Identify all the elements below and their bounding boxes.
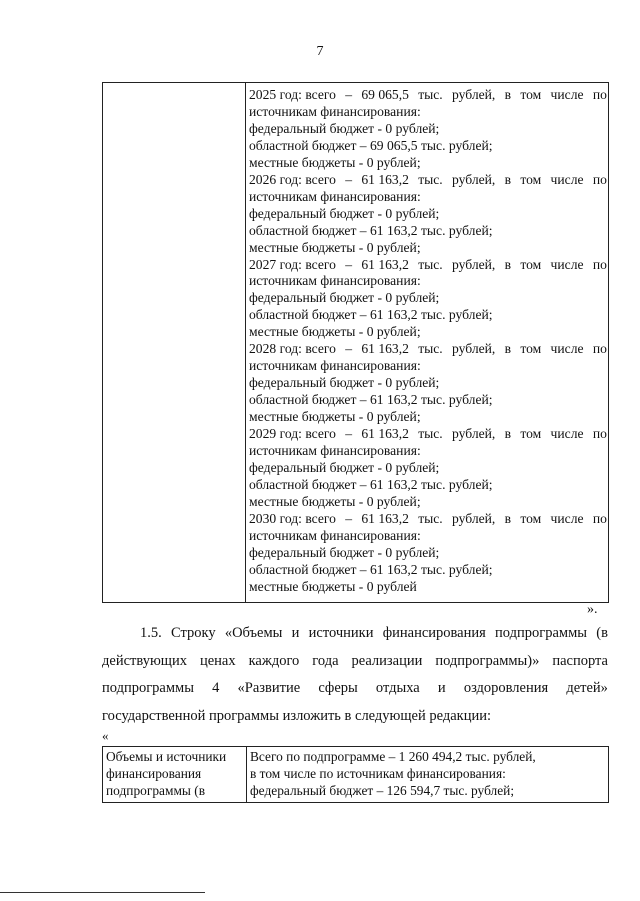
word: подпрограммы [495,625,588,641]
label-line: подпрограммы (в [106,782,206,798]
paragraph-line-4: государственной программы изложить в следующей редакции: [102,707,492,724]
local-budget-line: местные бюджеты - 0 рублей; [249,239,421,255]
funding-table-continued [102,82,609,603]
word: каждого [248,652,300,669]
word: числе [550,510,584,526]
word: по [592,171,607,187]
word: тыс. [418,426,443,442]
word: числе [550,426,584,442]
federal-budget-line: федеральный бюджет - 0 рублей; [249,459,440,475]
local-budget-line: местные бюджеты - 0 рублей [249,578,417,594]
word: рублей, [452,426,496,442]
word: тыс. [418,510,443,526]
word: «Развитие [237,680,301,697]
funding-by-year-cell [246,83,609,603]
opening-quote: « [102,728,109,743]
word: – [345,341,353,357]
word: 2025 год: всего [249,87,336,102]
word: 2027 год: всего [249,256,336,272]
year-total-line [249,511,608,528]
local-budget-line: местные бюджеты - 0 рублей; [249,154,421,170]
word: 69 065,5 [361,87,409,102]
federal-budget-line: федеральный бюджет - 0 рублей; [249,290,440,306]
word: тыс. [418,256,443,272]
word: по [592,87,607,102]
word: рублей, [452,341,496,357]
word: и [291,625,300,641]
word: подпрограммы [102,680,194,697]
word: по [592,426,607,442]
word: источники [308,625,374,641]
word: действующих [102,652,187,669]
year-total-line [249,257,608,274]
word: 4 [212,680,220,697]
word: числе [550,87,584,102]
word: том [520,510,542,526]
word: – [345,510,353,526]
word: 61 163,2 [361,171,409,187]
federal-budget-line: федеральный бюджет - 0 рублей; [249,375,440,391]
word: – [345,171,353,187]
word: 61 163,2 [361,256,409,272]
word: оздоровления [463,680,549,697]
empty-label-cell [103,83,246,603]
year-total-line [249,172,608,189]
word: 61 163,2 [361,510,409,526]
word: в [504,87,512,102]
word: финансирования [382,625,486,641]
paragraph-line-2 [102,648,609,676]
word: рублей, [452,87,496,102]
word: в [504,171,512,187]
word: в [504,256,512,272]
word: 61 163,2 [361,341,409,357]
label-line: финансирования [106,765,202,781]
word: – [345,87,353,102]
value-line: Всего по подпрограмме – 1 260 494,2 тыс. рублей, [250,749,536,764]
regional-budget-line: областной бюджет – 61 163,2 тыс. рублей; [249,222,493,238]
word: реализации [351,652,423,669]
sources-label-line: источникам финансирования: [249,443,421,459]
word: по [592,256,607,272]
regional-budget-line: областной бюджет – 61 163,2 тыс. рублей; [249,561,493,577]
local-budget-line: местные бюджеты - 0 рублей; [249,409,421,425]
word: ценах [199,652,236,669]
footnote-rule [0,892,205,893]
amendment-paragraph [102,620,609,730]
word: 2030 год: всего [249,510,336,526]
federal-budget-line: федеральный бюджет - 0 рублей; [249,120,440,136]
word: тыс. [418,171,443,187]
sources-label-line: источникам финансирования: [249,103,421,119]
word: 2029 год: всего [249,426,336,442]
word: в [504,510,512,526]
word: числе [550,171,584,187]
word: в [504,341,512,357]
paragraph-line-1 [102,620,609,648]
sources-label-line: источникам финансирования: [249,188,421,204]
year-total-line [249,341,608,358]
word: 1.5. [140,625,162,641]
word: рублей, [452,171,496,187]
word: тыс. [418,87,443,102]
regional-budget-line: областной бюджет – 61 163,2 тыс. рублей; [249,476,493,492]
sources-label-line: источникам финансирования: [249,273,421,289]
regional-budget-line: областной бюджет – 61 163,2 тыс. рублей; [249,307,493,323]
word: – [345,426,353,442]
word: том [520,171,542,187]
label-line: Объемы и источники [106,749,227,764]
value-line: федеральный бюджет – 126 594,7 тыс. рублей; [250,782,515,798]
word: 2028 год: всего [249,341,336,357]
subprogram-funding-label-cell [103,747,247,803]
closing-quote: ». [587,602,598,617]
federal-budget-line: федеральный бюджет - 0 рублей; [249,544,440,560]
word: отдыха [375,680,420,697]
word: рублей, [452,256,496,272]
word: числе [550,341,584,357]
local-budget-line: местные бюджеты - 0 рублей; [249,493,421,509]
word: по [592,510,607,526]
sources-label-line: источникам финансирования: [249,358,421,374]
word: том [520,87,542,102]
year-total-line [249,426,608,443]
word: года [312,652,339,669]
word: числе [550,256,584,272]
subprogram-funding-table [102,746,609,803]
word: паспорта [552,652,608,669]
subprogram-funding-value-cell [247,747,609,803]
word: том [520,341,542,357]
local-budget-line: местные бюджеты - 0 рублей; [249,324,421,340]
word: (в [596,625,608,641]
page-number: 7 [316,44,324,59]
word: по [592,341,607,357]
regional-budget-line: областной бюджет – 69 065,5 тыс. рублей; [249,137,493,153]
federal-budget-line: федеральный бюджет - 0 рублей; [249,205,440,221]
regional-budget-line: областной бюджет – 61 163,2 тыс. рублей; [249,392,493,408]
word: «Объемы [224,625,283,641]
year-total-line [249,87,608,104]
word: и [437,680,446,697]
sources-label-line: источникам финансирования: [249,527,421,543]
word: детей» [566,680,608,697]
word: том [520,426,542,442]
word: сферы [318,680,358,697]
word: – [345,256,353,272]
word: том [520,256,542,272]
word: подпрограммы)» [435,652,540,669]
word: 61 163,2 [361,426,409,442]
word: рублей, [452,510,496,526]
word: 2026 год: всего [249,171,336,187]
paragraph-line-3 [102,675,609,703]
value-line: в том числе по источникам финансирования: [250,765,506,781]
word: тыс. [418,341,443,357]
word: Строку [170,625,216,641]
word: в [504,426,512,442]
